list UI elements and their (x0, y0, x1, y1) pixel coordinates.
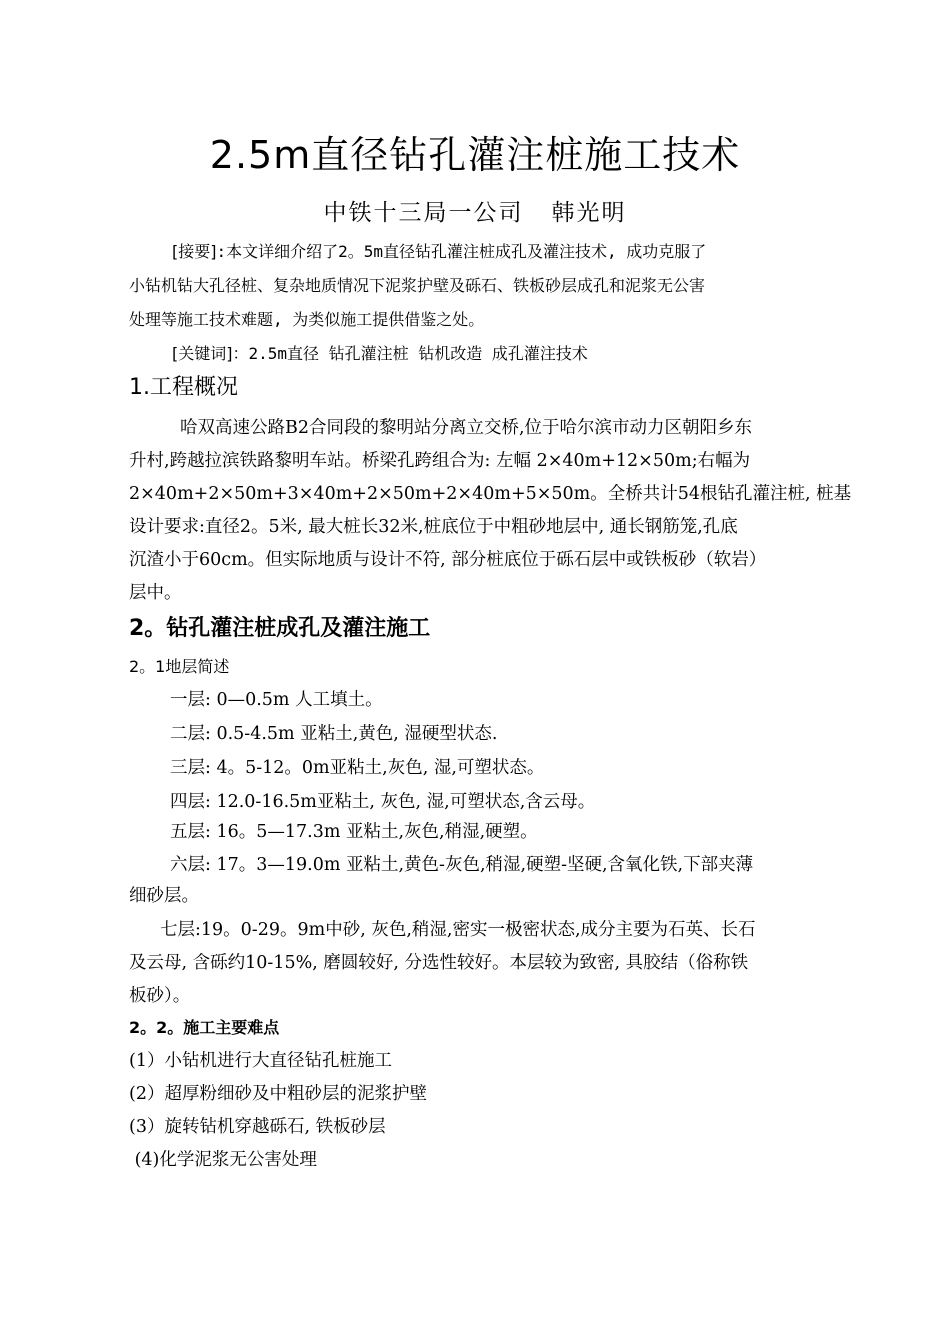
section-1-line-6: 层中。 (129, 583, 182, 603)
layer-line-7: 七层:19。0-29。9m中砂, 灰色,稍湿,密实一极密状态,成分主要为石英、长石 (160, 920, 756, 940)
abstract-line-2: 小钻机钻大孔径桩、复杂地质情况下泥浆护壁及砾石、铁板砂层成孔和泥浆无公害 (129, 276, 706, 295)
section-2-heading: 2。钻孔灌注桩成孔及灌注施工 (129, 616, 431, 641)
section-1-line-3: 2×40m+2×50m+3×40m+2×50m+2×40m+5×50m。全桥共计54根钻孔灌注桩, 桩基 (129, 484, 852, 504)
abstract-label: [接要] (172, 242, 217, 261)
layer-line-4: 四层: 12.0-16.5m亚粘土, 灰色, 湿,可塑状态,含云母。 (170, 792, 596, 812)
layer-line-1: 一层: 0—0.5m 人工填土。 (170, 690, 383, 710)
difficulty-item-4: (4)化学泥浆无公害处理 (129, 1150, 317, 1170)
layer-line-7-cont-1: 及云母, 含砾约10-15%, 磨圆较好, 分选性较好。本层较为致密, 具胶结（俗称铁 (129, 953, 749, 973)
layer-line-5: 五层: 16。5—17.3m 亚粘土,灰色,稍湿,硬塑。 (170, 822, 538, 842)
abstract-line-1: [接要]:本文详细介绍了2。5m直径钻孔灌注桩成孔及灌注技术, 成功克服了 (172, 242, 707, 261)
layer-line-6-cont: 细砂层。 (129, 886, 199, 906)
layer-line-3: 三层: 4。5-12。0m亚粘土,灰色, 湿,可塑状态。 (170, 758, 545, 778)
layer-line-2: 二层: 0.5-4.5m 亚粘土,黄色, 湿硬型状态. (170, 724, 498, 744)
section-1-line-1: 哈双高速公路B2合同段的黎明站分离立交桥,位于哈尔滨市动力区朝阳乡东 (180, 418, 753, 438)
layer-line-6: 六层: 17。3—19.0m 亚粘土,黄色-灰色,稍湿,硬塑-坚硬,含氧化铁,下部夹薄 (170, 855, 754, 875)
document-title: 2.5m直径钻孔灌注桩施工技术 (209, 133, 741, 177)
author-line: 中铁十三局一公司 韩光明 (323, 200, 627, 226)
difficulty-item-3: (3）旋转钻机穿越砾石, 铁板砂层 (129, 1117, 386, 1137)
section-1-heading: 1.工程概况 (129, 375, 238, 400)
abstract-line-3: 处理等施工技术难题, 为类似施工提供借鉴之处。 (129, 310, 485, 329)
keywords-line: [关键词]：2.5m直径 钻孔灌注桩 钻机改造 成孔灌注技术 (172, 344, 588, 363)
difficulty-item-2: (2）超厚粉细砂及中粗砂层的泥浆护壁 (129, 1084, 427, 1104)
difficulty-item-1: (1）小钻机进行大直径钻孔桩施工 (129, 1051, 392, 1071)
section-1-line-5: 沉渣小于60cm。但实际地质与设计不符, 部分桩底位于砾石层中或铁板砂（软岩） (129, 550, 767, 570)
layer-line-7-cont-2: 板砂）。 (129, 986, 191, 1006)
subsection-2-2-heading: 2。2。施工主要难点 (129, 1018, 280, 1037)
subsection-2-1-heading: 2。1地层简述 (129, 657, 230, 676)
section-1-line-2: 升村,跨越拉滨铁路黎明车站。桥梁孔跨组合为: 左幅 2×40m+12×50m;右幅为 (129, 451, 751, 471)
section-1-line-4: 设计要求:直径2。5米, 最大桩长32米,桩底位于中粗砂地层中, 通长钢筋笼,孔底 (129, 517, 738, 537)
keywords-label: [关键词] (172, 344, 233, 363)
